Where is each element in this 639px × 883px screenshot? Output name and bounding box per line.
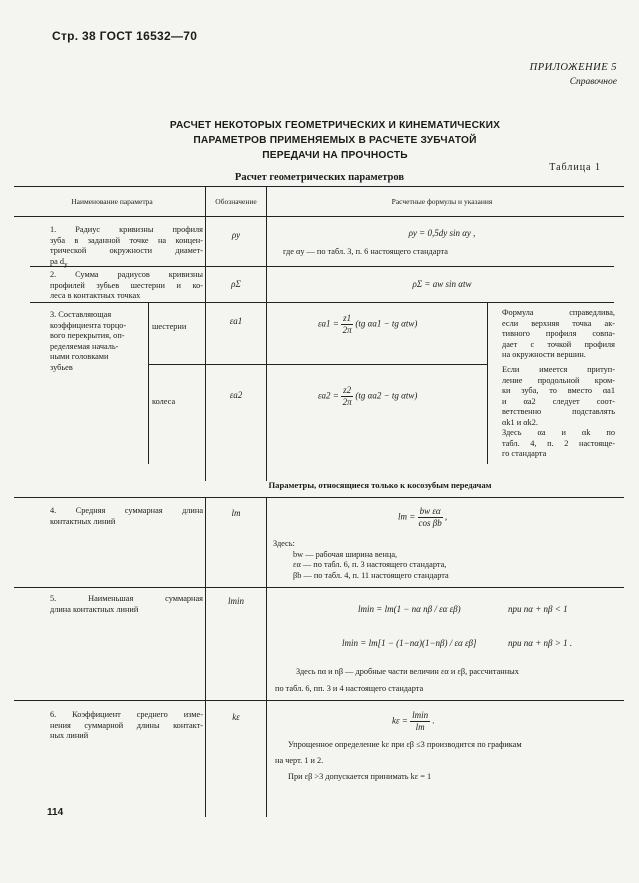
title-line-1: РАСЧЕТ НЕКОТОРЫХ ГЕОМЕТРИЧЕСКИХ И КИНЕМАТИЧЕСКИХ bbox=[169, 120, 501, 131]
appendix-block bbox=[530, 62, 617, 87]
table-number: Таблица 1 bbox=[549, 162, 601, 173]
col-divider-2b bbox=[266, 497, 267, 817]
row5-name: 5. Наименьшая суммарная длина контактных линий bbox=[50, 594, 203, 614]
row3-note-3: Здесь αa и αk по табл. 4, п. 2 настояще- го стандарта bbox=[502, 428, 615, 458]
row1-name: 1. Радиус кривизны профиля зуба в заданной точке на концен- трической окружности диамет- ра $d_y$ bbox=[50, 225, 203, 269]
subrow-divider bbox=[148, 302, 149, 464]
row6-symbol: kε bbox=[232, 712, 240, 722]
row3-formula-1: εa1 = $\frac{z1}{2\pi}$ (tg αa1 − tg αtw) bbox=[318, 313, 418, 335]
row6-note-1: Упрощенное определение kε при εβ ≤3 производится по графикам bbox=[288, 740, 522, 749]
row6-note-2: на черт. 1 и 2. bbox=[275, 756, 324, 765]
page-number: 114 bbox=[47, 807, 64, 818]
row4-formula: lm = $\frac{\text{bw εα}}{\text{cos βb}}$ , bbox=[398, 506, 448, 528]
row2-symbol: ρΣ bbox=[231, 279, 241, 289]
col-header-symbol: Обозначение bbox=[215, 197, 257, 206]
subrow-rule bbox=[148, 364, 488, 365]
row3-sub-gear: колеса bbox=[152, 397, 176, 406]
row6-name: 6. Коэффициент среднего изме- нения суммарной длины контакт- ных линий bbox=[50, 710, 203, 740]
row1-note: где αy — по табл. 3, п. 6 настоящего стандарта bbox=[283, 247, 448, 256]
row-rule-2 bbox=[30, 302, 614, 303]
row3-formula-2: εa2 = $\frac{z2}{2\pi}$ (tg αa2 − tg αtw) bbox=[318, 385, 418, 407]
row6-note-3: При εβ >3 допускается принимать kε = 1 bbox=[288, 772, 432, 781]
notes-divider bbox=[487, 302, 488, 464]
row5-cond-b: при nα + nβ > 1 . bbox=[508, 638, 573, 648]
title-line-3: ПЕРЕДАЧИ НА ПРОЧНОСТЬ bbox=[262, 150, 408, 161]
row2-formula: ρΣ = aw sin αtw bbox=[412, 279, 472, 289]
row3-symbol-1: εa1 bbox=[229, 316, 243, 326]
appendix-title: ПРИЛОЖЕНИЕ 5 bbox=[529, 62, 617, 73]
table-title: Расчет геометрических параметров bbox=[234, 172, 405, 183]
row1-symbol: ρy bbox=[231, 230, 241, 240]
row5-note-1: Здесь nα и nβ — дробные части величин εα и εβ, рассчитанных bbox=[296, 667, 519, 676]
title-line-2: ПАРАМЕТРОВ ПРИМЕНЯЕМЫХ В РАСЧЕТЕ ЗУБЧАТОЙ bbox=[193, 135, 477, 146]
row3-symbol-2: εa2 bbox=[229, 390, 243, 400]
row5-formula-a: lmin = lm(1 − nα nβ / εα εβ) bbox=[358, 604, 461, 614]
col-header-formula: Расчетные формулы и указания bbox=[391, 197, 493, 206]
row4-note: Здесь: bw — рабочая ширина венца, εα — по табл. 6, п. 3 настоящего стандарта, βb — по табл. 4, п. 11 настоящего стандарта bbox=[273, 539, 449, 580]
row1-formula: ρy = 0,5dy sin αy , bbox=[408, 228, 476, 238]
row5-formula-b: lmin = lm[1 − (1−nα)(1−nβ) / εα εβ] bbox=[342, 638, 477, 648]
page-header: Стр. 38 ГОСТ 16532—70 bbox=[52, 29, 198, 43]
row3-note-2: Если имеется притуп- ление продольной кром- ки зуба, то вместо αa1 и αa2 следует соот- ветственно подставлять αk1 и αk2. bbox=[502, 365, 615, 427]
row-rule-5 bbox=[14, 700, 624, 701]
section-rule bbox=[14, 497, 624, 498]
appendix-subtitle: Справочное bbox=[569, 77, 617, 87]
row2-name: 2. Сумма радиусов кривизны профилей зубьев шестерни и ко- леса в контактных точках bbox=[50, 270, 203, 300]
row4-name: 4. Средняя суммарная длина контактных линий bbox=[50, 506, 203, 526]
row5-symbol: lmin bbox=[227, 596, 244, 606]
row5-cond-a: при nα + nβ < 1 bbox=[508, 604, 568, 614]
row3-note-1: Формула справедлива, если верхняя точка ак- тивного профиля совпа- дает с точкой профиля на окружности вершин. bbox=[502, 308, 615, 359]
col-header-name: Наименование параметра bbox=[71, 197, 153, 206]
document-title bbox=[100, 118, 570, 163]
table-top-rule bbox=[14, 186, 624, 187]
row6-formula: kε = $\frac{lmin}{lm}$ . bbox=[392, 710, 435, 732]
row4-symbol: lm bbox=[231, 508, 241, 518]
row5-note-2: по табл. 6, пп. 3 и 4 настоящего стандарта bbox=[275, 684, 424, 693]
row3-name: 3. Составляющая коэффициента торцо- вого перекрытия, оп- ределяемая началь- ными головками зубьев bbox=[50, 310, 127, 372]
header-bottom-rule bbox=[14, 216, 624, 217]
row-rule-4 bbox=[14, 587, 624, 588]
section-header-helical: Параметры, относящиеся только к косозубым передачам bbox=[268, 480, 492, 490]
row3-sub-pinion: шестерни bbox=[152, 322, 187, 331]
col-divider-1b bbox=[205, 497, 206, 817]
